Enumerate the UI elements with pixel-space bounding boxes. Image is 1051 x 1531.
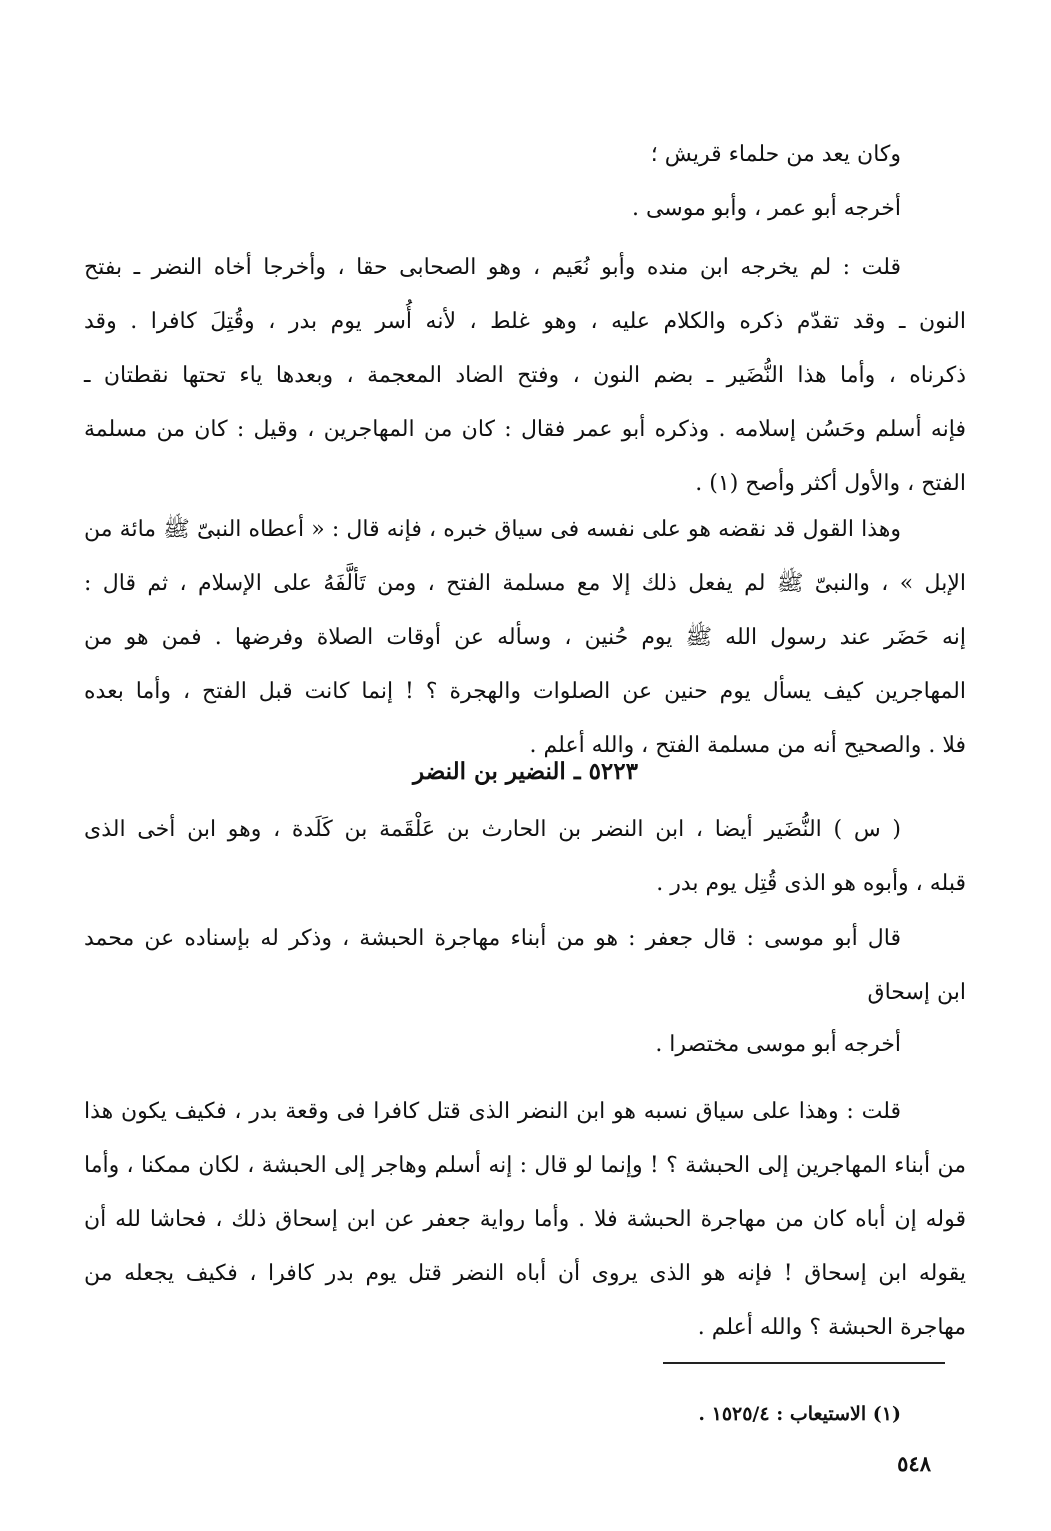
text-line: فلا . والصحيح أنه من مسلمة الفتح ، والله أعلم . (529, 733, 966, 758)
text-line: ( س ) النُّضَير أيضا ، ابن النضر بن الحارث بن عَلْقَمة بن كَلَدة ، وهو ابن أخى الذى (84, 817, 901, 842)
paragraph-2 (84, 503, 966, 773)
text-line: ابن إسحاق (867, 980, 966, 1005)
paragraph-1 (84, 241, 966, 511)
text-line: من أبناء المهاجرين إلى الحبشة ؟ ! وإنما لو قال : إنه أسلم وهاجر إلى الحبشة ، لكان ممكنا ، وأما (84, 1153, 966, 1178)
source-line-2: أخرجه أبو موسى مختصرا . (655, 1032, 901, 1057)
text-line: قال أبو موسى : قال جعفر : هو من أبناء مهاجرة الحبشة ، وذكر له بإسناده عن محمد (84, 926, 901, 951)
source-line-2-block (141, 1018, 901, 1072)
paragraph-4 (84, 912, 966, 1020)
text-line: وكان يعد من حلماء قريش ؛ (650, 142, 901, 167)
text-line: قوله إن أباه كان من مهاجرة الحبشة فلا . وأما رواية جعفر عن ابن إسحاق ذلك ، فحاشا لله أن (84, 1207, 966, 1232)
text-line: المهاجرين كيف يسأل يوم حنين عن الصلوات والهجرة ؟ ! إنما كانت قبل الفتح ، وأما بعده (84, 679, 966, 704)
text-line: ذكرناه ، وأما هذا النُّضَير ـ بضم النون ، وفتح الضاد المعجمة ، وبعدها ياء تحتها نقطتان ـ (84, 363, 966, 388)
text-line: يقوله ابن إسحاق ! فإنه هو الذى يروى أن أباه النضر قتل يوم بدر كافرا ، فكيف يجعله من (84, 1261, 966, 1286)
paragraph-3 (84, 803, 966, 911)
text-line: مهاجرة الحبشة ؟ والله أعلم . (697, 1315, 966, 1340)
text-line: إنه حَضَر عند رسول الله ﷺ يوم حُنين ، وسأله عن أوقات الصلاة وفرضها . فمن هو من (84, 625, 966, 650)
text-line: فإنه أسلم وحَسُن إسلامه . وذكره أبو عمر فقال : كان من المهاجرين ، وقيل : كان من مسلمة (84, 417, 966, 442)
text-line: قلت : لم يخرجه ابن منده وأبو نُعَيم ، وهو الصحابى حقا ، وأخرجا أخاه النضر ـ بفتح (84, 255, 901, 280)
text-line: وهذا القول قد نقضه هو على نفسه فى سياق خبره ، فإنه قال : « أعطاه النبىّ ﷺ مائة من (84, 517, 902, 542)
text-line: الإبل » ، والنبىّ ﷺ لم يفعل ذلك إلا مع مسلمة الفتح ، ومن تَألَّفَهُ على الإسلام ، ثم قال : (84, 571, 966, 596)
page-number: ٥٤٨ (897, 1451, 931, 1476)
text-line: الفتح ، والأول أكثر وأصح (١) . (695, 471, 966, 496)
footnote: (١) الاستيعاب : ١٥٢٥/٤ . (698, 1403, 901, 1425)
text-line: قلت : وهذا على سياق نسبه هو ابن النضر الذى قتل كافرا فى وقعة بدر ، فكيف يكون هذا (84, 1099, 901, 1124)
intro-block (141, 128, 901, 236)
source-line-1: أخرجه أبو عمر ، وأبو موسى . (631, 196, 901, 221)
text-line: قبله ، وأبوه هو الذى قُتِل يوم بدر . (656, 871, 966, 896)
footnote-divider (663, 1362, 945, 1364)
text-line: النون ـ وقد تقدّم ذكره والكلام عليه ، وهو غلط ، لأنه أُسر يوم بدر ، وقُتِلَ كافرا . وقد (84, 309, 966, 334)
entry-heading: ٥٢٢٣ ـ النضير بن النضر (413, 758, 638, 785)
paragraph-5 (84, 1085, 966, 1355)
